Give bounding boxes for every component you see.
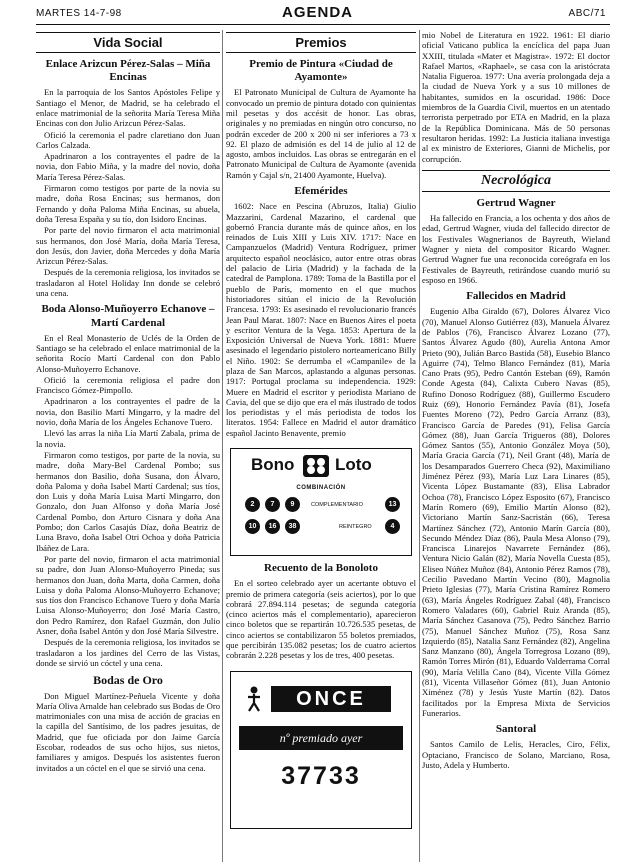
- paragraph: Ofició la ceremonia el padre claretiano don Juan Carlos Calzada.: [36, 129, 220, 150]
- paragraph: El Patronato Municipal de Cultura de Ayamonte ha convocado un premio de pintura dotado con quinientas mil pesetas y dos accésit de honor. Las obras, originales y no premiadas en ningún otro concurso, no podrán exceder de 200 x 200 ni ser inferiores a 73 x 92. El plazo de admisión es del 14 de julio al 12 de agosto, ambos incluidos. Las obras se entregarán en el Patronato Municipal de Cultura de Ayamonte (avenida Ramón y Cajal s/n, 21400 Ayamonte, Huelva).: [226, 87, 416, 180]
- page-header: [36, 4, 610, 25]
- paragraph: 1602: Nace en Pescina (Abruzos, Italia) Giulio Mazzarini, Cardenal Mazarino, el cardenal que gobernó Francia durante más de quince años, en los reinados de Luis XIII y Luis XIV. 1717: Nace en Campanzuelos (Madrid) Ventura Rodríguez, primer arquitecto español neoclásico, autor entre otras obras del palacio de Liria (Madrid) y la fachada de la catedral de Pamplona. 1789: Toma de la Bastilla por el pueblo de París, momento en el que muchos historiadores sitúan el inicio de la Revolución Francesa. 1793: Es asesinado el revolucionario francés Jean Paul Marat. 1807: Nace en Buenos Aires el poeta y escritor Ventura de la Vega. 1853: Apertura de la Exposición Universal de Nueva York. 1881: Muere asesinado el legendario pistolero norteamericano Billy el Niño. 1902: Se derrumba el «Campanile» de la plaza de San Marcos, aplastando a algunas personas. 1917: Portugal proclama su independencia. 1929: Muere en Madrid el escritor y periodista Mariano de Cavia, del que se dijo que era el más ilustrado de todos los periodistas y el más periodista de todos los literatos. 1954: Fallece en Madrid el autor dramático español Jacinto Benavente, premio: [226, 201, 416, 438]
- bonoloto-logo-left: Bono: [251, 455, 295, 475]
- paragraph: Firmaron como testigos por parte de la novia su madre, doña Rosa Encinas; sus hermanos, don Fernando y doña Paloma Miña Encinas, su abuela, doña Teresa España y su tío, don Isidoro Encinas.: [36, 183, 220, 224]
- number-ball: 16: [265, 519, 280, 534]
- column-rule: [419, 30, 420, 862]
- once-results: [230, 671, 412, 829]
- paragraph: Firmaron como testigos, por parte de la novia, su madre, doña Mary-Bel Cardenal Pombo; sus hermanos don Basilio, doña Susana, don Álvaro, doña Paloma y doña Isabel Martí Cardenal; sus tíos, don Luis y doña María Luisa Martí Mingarro, don Gonzalo, don Juan Alfonso y doña María José Cardenal Pombo, don Arturo Cisnara y doña Ana Pombo; don Carlos Casajús Díaz, doña Beatriz de Luna Bravo, doña Isabel Otri Ochoa y doña Patricia Ibáñez de Lara.: [36, 449, 220, 553]
- column-necrologica: [422, 30, 610, 862]
- paragraph: Ha fallecido en Francia, a los ochenta y dos años de edad, Gertrud Wagner, viuda del fallecido director de los Festivales Wagnerianos de Bayreuth, Wieland Wagner y nieta del compositor Ricardo Wagner. Gertrud Wagner fue una reconocida coreógrafa en los Festivales de Bayreuth, retirándose cuando murió su esposo en 1966.: [422, 213, 610, 285]
- article-title: Boda Alonso-Muñoyerro Echanove – Martí Cardenal: [41, 303, 215, 329]
- paragraph: En el sorteo celebrado ayer un acertante obtuvo el premio de primera categoría (seis aciertos), por lo que cobrará 27.894.114 pesetas; de segunda categoría (cinco aciertos más el complementario), aparecieron cinco boletos que se repartirán 10.726.535 pesetas, de cinco aciertos se contabilizaron 55 boletos premiados, que percibirán 135.082 pesetas; los de cuatro aciertos cobrarán 2.228 pesetas y los de tres, 400 pesetas.: [226, 578, 416, 661]
- reintegro-ball: 4: [385, 519, 400, 534]
- article-body: [226, 87, 416, 180]
- number-balls: [245, 497, 405, 547]
- section-heading: Vida Social: [36, 32, 220, 53]
- reintegro-label: REINTEGRO: [339, 524, 372, 531]
- article-body: [422, 213, 610, 285]
- article-title: Gertrud Wagner: [476, 196, 556, 209]
- article-title: Premio de Pintura «Ciudad de Ayamonte»: [249, 58, 393, 84]
- number-ball: 2: [245, 497, 260, 512]
- efemerides-continuation: mio Nobel de Literatura en 1922. 1961: El diario oficial Vaticano publica la encíclica del papa Juan XXIII, titulada «Mater et Magistra». 1972: El doctor Rafael Martos, «Raphael», se casa con la aristócrata Natalia Figueroa. 1977: Una avería prolongada deja a la ciudad de Nueva York y a sus 10 millones de habitantes, sumidos en la oscuridad. 1986: Doce miembros de la Guardia Civil, muertos en un atentado terrorista perpetrado por ETA en Madrid, en la plaza de la República Dominicana. Más de 50 personas resultaron heridas. 1992: La Justicia italiana investiga al ex ministro de Exteriores, Gianni de Michelis, por corrupción.: [422, 30, 610, 164]
- paragraph: Apadrinaron a los contrayentes el padre de la novia, don Fabio Miña, y la madre del novio, doña María Teresa Pérez-Salas.: [36, 151, 220, 182]
- once-logo: ONCE: [271, 686, 391, 712]
- section-heading: Premios: [226, 32, 416, 53]
- paragraph: Eugenio Alba Giraldo (67), Dolores Álvarez Vico (70), Manuel Alonso Gutiérrez (83), Manuela Álvarez de Pablos (76), Francisco Álvarez Lozano (77), Santos Álvarez Agudo (80), Aurelia Antona Amor Prieto (90), Julián Barco Bastida (58), Eusebio Blanco Aguirre (74), Telmo Blanco Fernández (81), María Cano Prats (95), Pedro Cantón Esteban (69), Ramón Conde Agesta (84), Calixta Cubero Navas (85), Rufino Donoso Rodríguez (88), Guillermo Escudero Ruiz (69), Honorio Fernández Pavía (81), Josefa Fuentes Moreno (72), Pedro García Arranz (83), Francisco García de Paredes (91), Felisa García Gómez (88), Juan García Trigueros (88), Dolores Gómez Santos (55), Antonio González Moya (50), María Gracia García (71), Neil Grant (48), María de los Desamparados Guerrero Checa (92), Maximiliano Jiménez Pérez (93), María Luz Lara Linares (85), Vicenta López Bustamante (83), Elisa Labrador Ochoa (78), Francisco López Esposito (67), Francisco Marín Romero (69), Emilio Martín Alonso (82), Victoriano Martín Sanz-Sacristán (66), Teresa Martínez Sánchez (72), Antonio Marín García (80), Secundo Méndez Díaz (86), Paula Mesa Alonso (79), Francisca Linarejos Navarrete Fernández (86), Ventura Nicio Galán (82), María Novella Cuesta (85), Eliseo Núñez Muñoz (84), Antonio Pérez Ramos (78), Cecilio Pavedano Martín Vecino (80), Magnolia Prieto Iglesias (77), María Cristina Ramírez Romero (63), María Ángeles Rodríguez Zabal (48), Francisco Romero Valadares (60), Gabriel Ruiz Aranda (85), María Sánchez Casanova (75), Pedro Sánchez Barrio (75), Manuel Sánchez Muñoz (75), Rosa Sanz Izquierdo (85), Natalia Sanz Fernández (82), Angelina Sanz Manzano (80), Ángela Torregrosa Lozano (89), Ramón Torres Mirón (81), Eduardo Valderrama Corral (90), María Velilla Cano (84), Vicente Villa Gómez (81), Vicenta Villaseñor Gómez (81), Juan Antonio Ximénez (78) y Jesús Yuste Martín (82). Datos facilitados por la Empresa Mixta de Servicios Funerarios.: [422, 306, 610, 718]
- number-ball: 9: [285, 497, 300, 512]
- article-body: [36, 87, 220, 298]
- article-body: [422, 739, 610, 770]
- paragraph: Después de la ceremonia religiosa, los invitados se trasladaron al Hotel Holiday Inn donde se celebró una cena.: [36, 267, 220, 299]
- paragraph: Por parte del novio, firmaron el acta matrimonial su padre, don Juan Alonso-Muñoyerro Pineda; sus hermanos don Juan, doña Marta, doña Carmen, doña Luisa y doña Paloma Alonso-Muñoyerro Echanove; sus tíos don Francisco Echanove Tuero y doña María Luisa Alonso-Muñoyerro; don José María Castro, don Pedro Ramírez, don Rafael Guzmán, don Julio Asner, doña Isabel Antón y don José María Silvestre.: [36, 553, 220, 636]
- once-winning-number: 37733: [281, 761, 361, 790]
- number-ball: 38: [285, 519, 300, 534]
- article-body: [36, 333, 220, 669]
- paragraph: Apadrinaron a los contrayentes el padre de la novia, don Basilio Martí Mingarro, y la madre del novio, doña María de los Ángeles Echanove Tuero.: [36, 396, 220, 428]
- paragraph: Santos Camilo de Lelis, Heracles, Ciro, Félix, Optaciano, Francisco de Solano, Marciano, Rosa, Justo, Adela y Humberto.: [422, 739, 610, 770]
- article-body: [36, 691, 220, 773]
- paragraph: Don Miguel Martínez-Peñuela Vicente y doña María Oliva Arnalde han celebrado sus Bodas de Oro matrimoniales con una misa de acción de gracias en la capilla del Santísimo, de los padres jesuitas, de Madrid, que fue oficiada por don Jaime García Escobar, rodeados de sus ocho hijos, sus nietos, familiares y amigos. Después los asistentes fueron invitados a un cóctel en el que se sirvió una cena.: [36, 690, 220, 773]
- once-caption: nº premiado ayer: [239, 726, 403, 750]
- paragraph: Ofició la ceremonia religiosa el padre don Francisco Gómez-Pimpollo.: [36, 374, 220, 396]
- paragraph: En la parroquia de los Santos Apóstoles Felipe y Santiago el Menor, de Madrid, se ha celebrado el enlace matrimonial de la señorita María Teresa Miña Encinas con don Julio Arizcun Pérez-Salas.: [36, 87, 220, 129]
- article-title: Fallecidos en Madrid: [466, 290, 566, 303]
- section-name: AGENDA: [282, 4, 354, 21]
- clover-icon: [303, 455, 329, 477]
- column-vida-social: [36, 30, 220, 862]
- article-title: Efemérides: [294, 185, 348, 198]
- article-title: Bodas de Oro: [93, 673, 163, 688]
- combination-label: COMBINACIÓN: [296, 485, 346, 492]
- bonoloto-logo-right: Loto: [335, 455, 372, 475]
- bonoloto-results: [230, 448, 412, 556]
- complementario-label: COMPLEMENTARIO: [311, 502, 363, 509]
- number-ball: 7: [265, 497, 280, 512]
- article-title: Santoral: [495, 723, 537, 736]
- column-premios: [226, 30, 416, 862]
- article-body: [422, 306, 610, 718]
- article-body: [226, 201, 416, 438]
- issue-date: MARTES 14-7-98: [36, 8, 122, 19]
- paragraph: Llevó las arras la niña Lía Martí Zabala, prima de la novia.: [36, 428, 220, 449]
- article-title: Recuento de la Bonoloto: [264, 562, 378, 575]
- paragraph: En el Real Monasterio de Uclés de la Orden de Santiago se ha celebrado el enlace matrimonial de la señorita Rocío Martí Cardenal con don Pablo Alonso-Muñoyerro Echanove.: [36, 332, 220, 374]
- article-title: Enlace Arizcun Pérez-Salas – Miña Encinas: [45, 58, 211, 84]
- article-body: [226, 578, 416, 660]
- column-rule: [222, 30, 223, 862]
- paragraph: Después de la ceremonia religiosa, los invitados se trasladaron a los jardines del Cerro de las Vistas, donde se sirvió un cóctel y una cena.: [36, 637, 220, 668]
- complementario-ball: 13: [385, 497, 400, 512]
- paragraph: Por parte del novio firmaron el acta matrimonial sus hermanos, don José María, doña María Teresa, don Jesús, don Javier, doña Mercedes y doña María Arizcun Pérez-Salas.: [36, 225, 220, 267]
- section-heading: Necrológica: [422, 170, 610, 192]
- page-number: ABC/71: [568, 8, 606, 19]
- person-icon: [245, 686, 263, 712]
- number-ball: 10: [245, 519, 260, 534]
